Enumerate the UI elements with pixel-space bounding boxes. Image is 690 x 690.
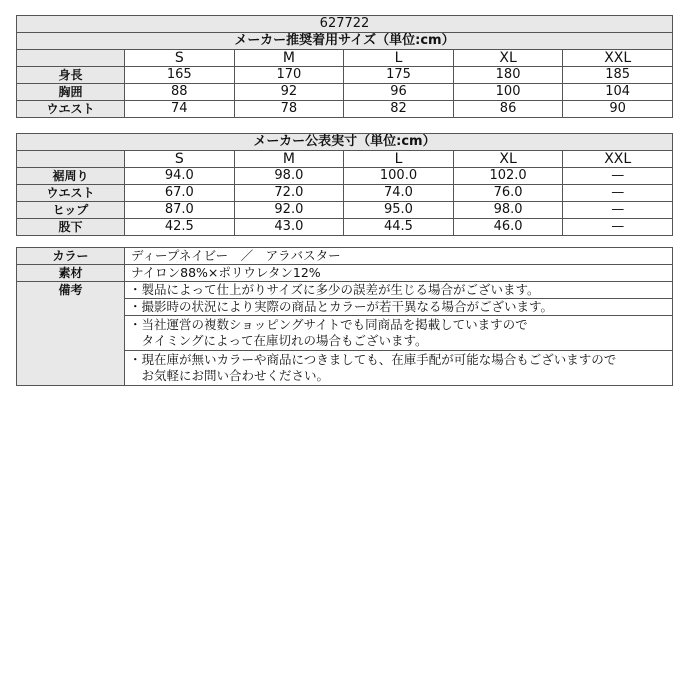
- table-cell: 44.5: [344, 219, 454, 236]
- table-cell: 46.0: [453, 219, 563, 236]
- color-value: ディープネイビー ／ アラバスター: [125, 248, 673, 265]
- table-row: [17, 168, 673, 185]
- size-header-row: [17, 151, 673, 168]
- table-cell: 90: [563, 101, 673, 118]
- table-row: [17, 202, 673, 219]
- material-row: [17, 265, 673, 282]
- row-label: 裾周り: [17, 168, 125, 185]
- table-cell: 96: [344, 84, 454, 101]
- table-cell: 74: [125, 101, 235, 118]
- row-label: 股下: [17, 219, 125, 236]
- note-line: ・製品によって仕上がりサイズに多少の誤差が生じる場合がございます。: [129, 282, 540, 297]
- note-line: タイミングによって在庫切れの場合もございます。: [129, 333, 428, 348]
- notes-label: 備考: [17, 282, 125, 386]
- table-cell: 175: [344, 67, 454, 84]
- table-cell: 98.0: [234, 168, 344, 185]
- table-cell: —: [563, 185, 673, 202]
- table-cell: 78: [234, 101, 344, 118]
- note-row: [17, 282, 673, 299]
- row-label: 胸囲: [17, 84, 125, 101]
- table-cell: 100: [453, 84, 563, 101]
- table-row: [17, 185, 673, 202]
- product-code: 627722: [17, 16, 673, 33]
- table-cell: 185: [563, 67, 673, 84]
- table-cell: 76.0: [453, 185, 563, 202]
- table-cell: 170: [234, 67, 344, 84]
- table-cell: 72.0: [234, 185, 344, 202]
- table-row: [17, 219, 673, 236]
- table-cell: 92: [234, 84, 344, 101]
- table-cell: —: [563, 219, 673, 236]
- table-cell: 92.0: [234, 202, 344, 219]
- material-value: ナイロン88%×ポリウレタン12%: [125, 265, 673, 282]
- table-cell: 165: [125, 67, 235, 84]
- table-cell: 87.0: [125, 202, 235, 219]
- table-cell: 95.0: [344, 202, 454, 219]
- row-label: 身長: [17, 67, 125, 84]
- table-cell: 42.5: [125, 219, 235, 236]
- size-header: L: [344, 50, 454, 67]
- table-cell: 104: [563, 84, 673, 101]
- row-label: ウエスト: [17, 101, 125, 118]
- note-line: ・現在庫が無いカラーや商品につきましても、在庫手配が可能な場合もございますので: [129, 352, 617, 367]
- table-cell: 67.0: [125, 185, 235, 202]
- row-label: ウエスト: [17, 185, 125, 202]
- size-header: M: [234, 151, 344, 168]
- table-row: [17, 101, 673, 118]
- size-header: M: [234, 50, 344, 67]
- table-cell: 86: [453, 101, 563, 118]
- measured-size-table: [16, 133, 673, 236]
- size-header-row: [17, 50, 673, 67]
- table-row: [17, 67, 673, 84]
- note-line: ・撮影時の状況により実際の商品とカラーが若干異なる場合がございます。: [129, 299, 554, 314]
- corner-cell: [17, 151, 125, 168]
- table-cell: —: [563, 202, 673, 219]
- color-label: カラー: [17, 248, 125, 265]
- table-cell: 94.0: [125, 168, 235, 185]
- size-header: XL: [453, 50, 563, 67]
- note-line: お気軽にお問い合わせください。: [129, 368, 330, 383]
- size-header: L: [344, 151, 454, 168]
- table-cell: 88: [125, 84, 235, 101]
- table-cell: 100.0: [344, 168, 454, 185]
- note-item: [125, 282, 673, 299]
- table-cell: 98.0: [453, 202, 563, 219]
- table-cell: 102.0: [453, 168, 563, 185]
- size-header: XXL: [563, 50, 673, 67]
- table-cell: 74.0: [344, 185, 454, 202]
- recommended-title: メーカー推奨着用サイズ（単位:cm）: [17, 33, 673, 50]
- size-header: S: [125, 151, 235, 168]
- table-cell: —: [563, 168, 673, 185]
- corner-cell: [17, 50, 125, 67]
- table-cell: 180: [453, 67, 563, 84]
- row-label: ヒップ: [17, 202, 125, 219]
- table-row: [17, 84, 673, 101]
- note-item: [125, 316, 673, 351]
- recommended-size-table: [16, 15, 673, 118]
- table-cell: 43.0: [234, 219, 344, 236]
- size-header: S: [125, 50, 235, 67]
- measured-title: メーカー公表実寸（単位:cm）: [17, 134, 673, 151]
- color-row: [17, 248, 673, 265]
- note-item: [125, 351, 673, 386]
- note-item: [125, 299, 673, 316]
- note-line: ・当社運営の複数ショッピングサイトでも同商品を掲載していますので: [129, 317, 528, 332]
- material-label: 素材: [17, 265, 125, 282]
- size-header: XXL: [563, 151, 673, 168]
- size-header: XL: [453, 151, 563, 168]
- table-cell: 82: [344, 101, 454, 118]
- product-details-table: [16, 247, 673, 386]
